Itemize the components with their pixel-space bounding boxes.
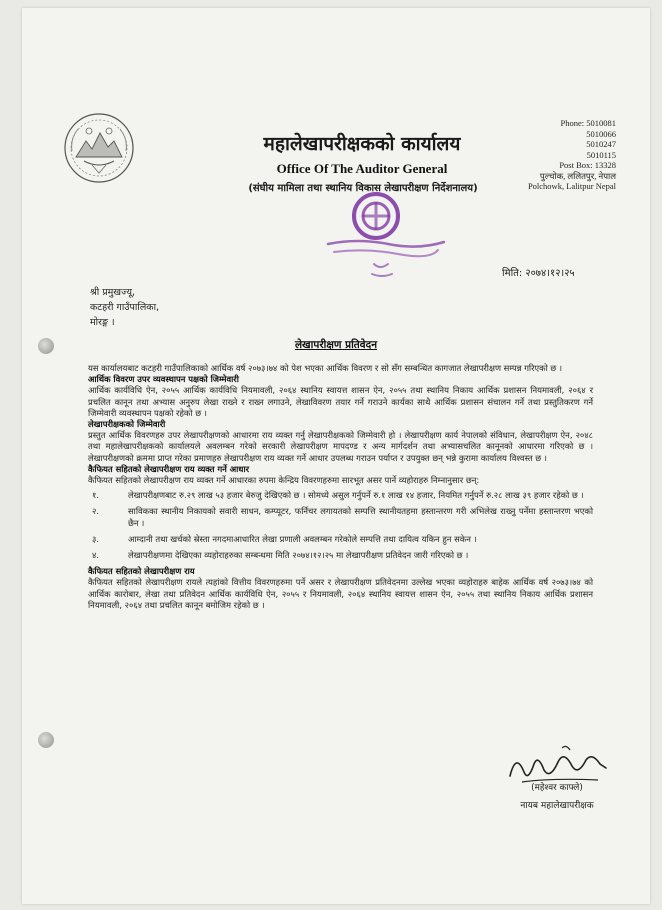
- list-item: [88, 534, 593, 545]
- list-item-number: ४.: [92, 550, 100, 561]
- section-paragraph: प्रस्तुत आर्थिक विवरणहरु उपर लेखापरीक्षणको आधारमा राय व्यक्त गर्नु लेखापरीक्षकको जिम्मेवारी हो । लेखापरीक्षण कार्य नेपालको संविधान, लेखापरीक्षण ऐन, २०४८ तथा महालेखापरीक्षकको कार्यालयले अवलम्बन गरेको सरकारी लेखापरीक्षण मापदण्ड र अन्य मार्गदर्शन तथा अभ्यासचलित कानूनको आधारमा गरिएको छ । लेखापरीक्षणको क्रममा प्राप्त गरेका प्रमाणहरु लेखापरीक्षण राय व्यक्त गर्ने आधार उपलब्ध गराउन पर्याप्त र उपयुक्त छन् भन्ने कुरामा कार्यालय विश्वस्त छ ।: [88, 430, 593, 463]
- section-heading: आर्थिक विवरण उपर व्यवस्थापन पक्षको जिम्मेवारी: [88, 374, 239, 385]
- section-heading: कैफियत सहितको लेखापरीक्षण राय व्यक्त गर्ने आधार: [88, 463, 250, 474]
- report-title: लेखापरीक्षण प्रतिवेदन: [294, 339, 378, 351]
- post-box: Post Box: 13328: [559, 160, 616, 170]
- office-stamp-seal: [318, 188, 448, 280]
- report-body: [88, 363, 593, 611]
- list-item-text: लेखापरीक्षणमा देखिएका व्यहोराहरुका सम्बन्धमा मिति २०७४।१२।२५ मा लेखापरीक्षण प्रतिवेदन जारी गरिएको छ ।: [128, 550, 469, 561]
- directorate-subtitle: (संघीय मामिला तथा स्थानिय विकास लेखापरीक्षण निर्देशनालय): [248, 183, 478, 194]
- list-item-number: ३.: [92, 533, 100, 544]
- office-title-nepali: महालेखापरीक्षकको कार्यालय: [263, 133, 461, 155]
- section-paragraph: आर्थिक कार्यविधि ऐन, २०५५ आर्थिक कार्यविधि नियमावली, २०६४ स्थानिय स्वायत्त शासन ऐन, २०५५ तथा स्थानिय निकाय आर्थिक प्रशासन नियमावली, २०६४ र प्रचलित कानून तथा अभ्यास अनुरुप लेखा राख्ने र राख्न लगाउने, लेखाविवरण तयार गर्ने गराउने कार्यका साथै आर्थिक प्रशासन संचालन गर्ने तथा प्रस्तुतिकरण गर्ने जिम्मेवारी व्यवस्थापन पक्षको रहेको छ ।: [88, 385, 593, 418]
- addressee-line: कटहरी गाउँपालिका,: [90, 302, 160, 313]
- intro-paragraph: यस कार्यालयबाट कटहरी गाउँपालिकाको आर्थिक वर्ष २०७३।७४ को पेश भएका आर्थिक विवरण र सो सँग सम्बन्धित कागजात लेखापरीक्षण सम्पन्न गरिएको छ ।: [88, 363, 563, 373]
- list-item: [88, 506, 593, 528]
- phone-line: 5010115: [586, 149, 616, 160]
- phone-line: 5010247: [586, 139, 616, 149]
- signatory-name: (महेश्वर काफ्ले): [531, 783, 583, 793]
- phone-line: 5010066: [586, 128, 616, 139]
- list-item: [88, 550, 593, 561]
- list-item-number: २.: [92, 506, 100, 517]
- findings-list: [88, 490, 593, 561]
- section-paragraph: कैफियत सहितको लेखापरीक्षण रायले त्यहांको वित्तीय विवरणहरुमा पर्ने असर र लेखापरीक्षण प्रतिवेदनमा उल्लेख भएका व्यहोराहरु बाहेक आर्थिक वर्ष २०७३।७४ को आर्थिक कारोबार, लेखा तथा प्रतिवेदन आर्थिक कार्यविधि ऐन, २०५५ र नियमावली, २०६४ स्थानिय स्वायत्त शासन ऐन, २०५५ तथा स्थानिय निकाय आर्थिक प्रशासन नियमावली, २०६४ तथा प्रचलित कानून बमोजिम रहेको छ ।: [88, 577, 593, 610]
- section-heading: लेखापरीक्षकको जिम्मेवारी: [88, 419, 166, 430]
- section-paragraph: कैफियत सहितको लेखापरीक्षण राय व्यक्त गर्ने आधारका रुपमा केन्द्रिय विवरणहरुमा सारभूत असर पार्ने व्यहोराहरु निम्नानुसार छन्:: [88, 475, 480, 486]
- address-english: Polchowk, Lalitpur Nepal: [527, 181, 616, 191]
- nepal-emblem-logo: [62, 111, 136, 185]
- addressee-line: मोरङ्ग ।: [90, 317, 115, 328]
- document-page: [22, 8, 650, 904]
- list-item-text: आम्दानी तथा खर्चको स्रेस्ता नगदमाआधारित लेखा प्रणाली अवलम्बन गरेकोले सम्पत्ति तथा दायित्व यकिन हुन सकेन ।: [128, 533, 477, 544]
- list-item-text: लेखापरीक्षणबाट रु.२९ लाख ५३ हजार बेरुजु देखिएको छ । सोमध्ये असुल गर्नुपर्ने रु.१ लाख १४ हजार, नियमित गर्नुपर्ने रु.२८ लाख ३९ हजार रहेको छ ।: [128, 490, 584, 501]
- addressee-line: श्री प्रमुखज्यू,: [90, 287, 136, 298]
- addressee-block: [90, 285, 159, 330]
- signatory-title: नायब महालेखापरीक्षक: [520, 801, 594, 811]
- section-heading: कैफियत सहितको लेखापरीक्षण राय: [88, 566, 195, 577]
- address-nepali: पुल्चोक, ललितपुर, नेपाल: [539, 170, 616, 181]
- punch-hole-bottom: [38, 732, 54, 748]
- phone-line: Phone: 5010081: [560, 118, 616, 128]
- office-title-english: Office Of The Auditor General: [276, 161, 448, 176]
- contact-info: [466, 118, 616, 192]
- list-item-number: १.: [92, 490, 100, 501]
- list-item: [88, 490, 593, 501]
- letter-date: मिति: २०७४।१२।२५: [502, 268, 575, 279]
- list-item-text: साविकका स्थानीय निकायको सवारी साधन, कम्प्यूटर, फर्निचर लगायतको सम्पत्ति स्थानीयतहमा हस्तान्तरण गरी अभिलेख राख्नु पर्नेमा हस्तान्तरण भएको छैन ।: [128, 506, 593, 528]
